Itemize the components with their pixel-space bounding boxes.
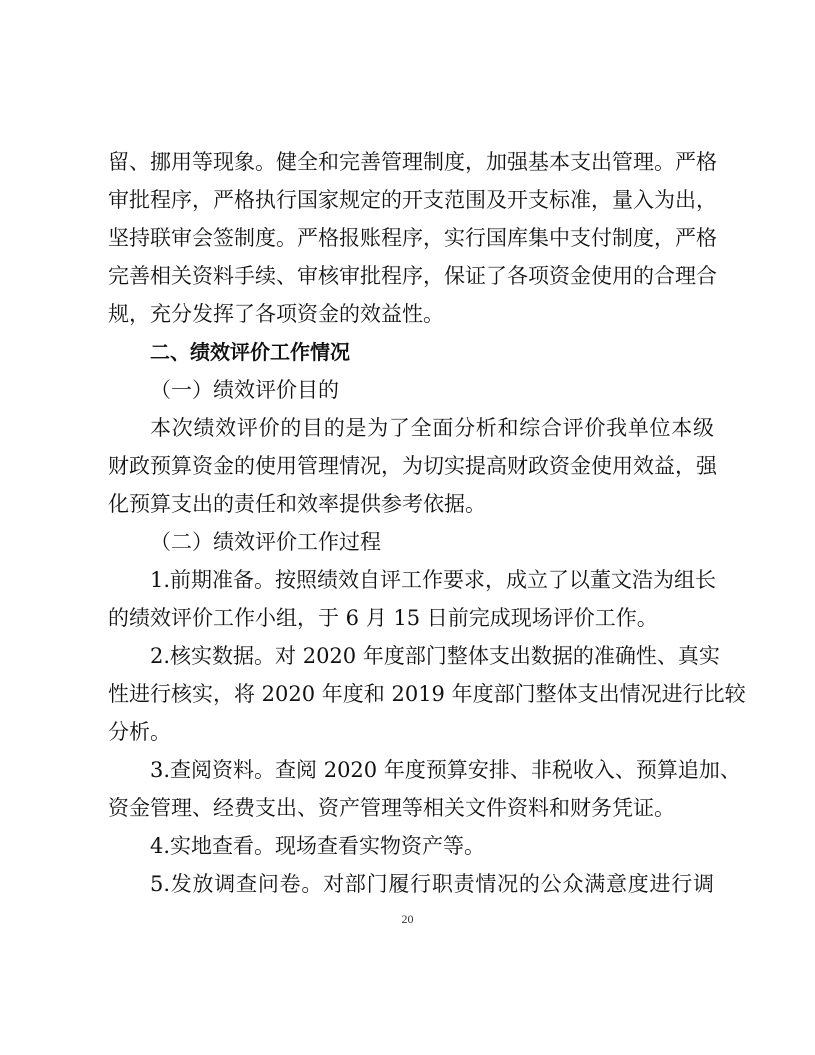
list-item-line: 性进行核实，将 2020 年度和 2019 年度部门整体支出情况进行比较	[108, 682, 746, 706]
list-item-line: 的绩效评价工作小组，于 6 月 15 日前完成现场评价工作。	[108, 606, 658, 630]
document-body	[108, 143, 746, 903]
list-item-line: 3.查阅资料。查阅 2020 年度预算安排、非税收入、预算追加、	[150, 758, 741, 782]
list-item-line: 5.发放调查问卷。对部门履行职责情况的公众满意度进行调	[150, 872, 714, 896]
subsection-heading: （二）绩效评价工作过程	[150, 530, 381, 554]
body-line: 坚持联审会签制度。严格报账程序，实行国库集中支付制度，严格	[108, 226, 717, 250]
page-number: 20	[401, 912, 414, 926]
body-line: 规，充分发挥了各项资金的效益性。	[108, 302, 444, 326]
body-line: 完善相关资料手续、审核审批程序，保证了各项资金使用的合理合	[108, 264, 717, 288]
body-line: 留、挪用等现象。健全和完善管理制度，加强基本支出管理。严格	[108, 150, 717, 174]
subsection-heading: （一）绩效评价目的	[150, 378, 339, 402]
section-heading: 二、绩效评价工作情况	[150, 340, 350, 364]
list-item-line: 1.前期准备。按照绩效自评工作要求，成立了以董文浩为组长	[150, 568, 717, 592]
list-item-line: 分析。	[108, 720, 171, 744]
list-item-line: 2.核实数据。对 2020 年度部门整体支出数据的准确性、真实	[150, 644, 720, 668]
body-line: 化预算支出的责任和效率提供参考依据。	[108, 492, 486, 516]
body-line: 本次绩效评价的目的是为了全面分析和综合评价我单位本级	[150, 416, 714, 440]
body-line: 审批程序，严格执行国家规定的开支范围及开支标准，量入为出，	[108, 188, 717, 212]
body-line: 财政预算资金的使用管理情况，为切实提高财政资金使用效益，强	[108, 454, 717, 478]
list-item-line: 4.实地查看。现场查看实物资产等。	[150, 834, 486, 858]
list-item-line: 资金管理、经费支出、资产管理等相关文件资料和财务凭证。	[108, 796, 675, 820]
